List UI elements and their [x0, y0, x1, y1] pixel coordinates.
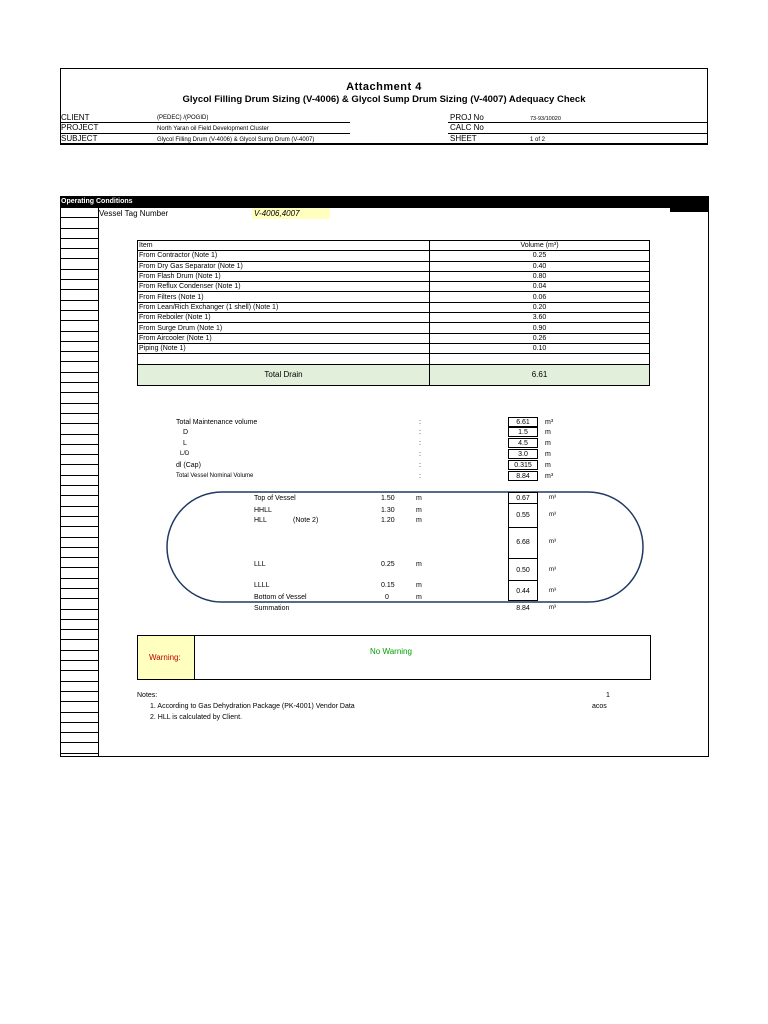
grid-row — [60, 321, 98, 331]
grid-row — [60, 517, 98, 527]
grid-row — [60, 476, 98, 486]
info-divider — [60, 122, 350, 123]
calc-unit: m — [545, 462, 551, 469]
info-divider — [60, 133, 350, 134]
row-grid — [60, 208, 99, 756]
table-row — [138, 313, 650, 323]
grid-row — [60, 239, 98, 249]
volume-unit: m³ — [549, 588, 556, 594]
drain-item: From Filters (Note 1) — [138, 292, 430, 302]
volume-value: 0.44 — [516, 588, 530, 595]
calc-sep: : — [419, 440, 421, 447]
notes-title: Notes: — [137, 692, 158, 699]
grid-row — [60, 352, 98, 362]
volume-unit: m³ — [549, 539, 556, 545]
note-2: 2. HLL is calculated by Client. — [150, 714, 242, 721]
grid-row — [60, 630, 98, 640]
vessel-outline-shape — [167, 492, 643, 602]
subject-value: Glycol Filling Drum (V-4006) & Glycol Sump Drum (V-4007) — [157, 137, 315, 143]
calc-value: 4.5 — [508, 438, 538, 448]
grid-row — [60, 455, 98, 465]
drain-volume: 3.60 — [430, 313, 650, 323]
table-row — [138, 302, 650, 312]
grid-row — [60, 579, 98, 589]
grid-row — [60, 589, 98, 599]
grid-row — [60, 558, 98, 568]
volume-value: 0.55 — [516, 512, 530, 519]
table-row — [138, 292, 650, 302]
grid-row — [60, 743, 98, 753]
grid-row — [60, 702, 98, 712]
volume-divider — [508, 580, 538, 581]
report-subtitle: Glycol Filling Drum Sizing (V-4006) & Glycol Sump Drum Sizing (V-4007) Adequacy Check — [182, 94, 586, 105]
drain-volume: 0.26 — [430, 333, 650, 343]
note-1: 1. According to Gas Dehydration Package (PK-4001) Vendor Data — [150, 703, 355, 710]
calc-sep: : — [419, 419, 421, 426]
drain-volume: 0.04 — [430, 282, 650, 292]
grid-row — [60, 599, 98, 609]
grid-row — [60, 527, 98, 537]
sheet-value: 1 of 2 — [530, 137, 546, 143]
grid-row — [60, 311, 98, 321]
empty-cell — [138, 354, 430, 364]
grid-row — [60, 507, 98, 517]
table-row — [138, 323, 650, 333]
drain-item: From Lean/Rich Exchanger (1 shell) (Note 1) — [138, 302, 430, 312]
drain-item: From Dry Gas Separator (Note 1) — [138, 261, 430, 271]
grid-row — [60, 362, 98, 372]
grid-row — [60, 486, 98, 496]
calc-value: 8.84 — [508, 471, 538, 481]
calc-unit: m — [545, 440, 551, 447]
total-drain-label: Total Drain — [138, 364, 430, 385]
level-unit: m — [416, 594, 422, 601]
grid-row — [60, 661, 98, 671]
calc-label: D — [183, 429, 189, 436]
drain-item: From Surge Drum (Note 1) — [138, 323, 430, 333]
warning-message: No Warning — [370, 647, 412, 656]
table-row — [138, 343, 650, 353]
calc-value: 1.5 — [508, 427, 538, 437]
calc-no-label: CALC No — [450, 123, 484, 132]
project-value: North Yaran oil Field Development Cluster — [157, 126, 269, 132]
info-divider — [60, 144, 708, 145]
attachment-title: Attachment 4 — [346, 81, 422, 93]
vessel-tag-label: Vessel Tag Number — [99, 209, 169, 218]
volume-unit: m³ — [549, 605, 556, 611]
level-label: HLL — [254, 517, 267, 524]
grid-row — [60, 414, 98, 424]
level-value: 0 — [385, 594, 389, 601]
vessel-tag-value: V-4006,4007 — [254, 209, 300, 218]
volume-divider — [508, 558, 538, 559]
grid-row — [60, 713, 98, 723]
grid-row — [60, 208, 98, 218]
level-label: Bottom of Vessel — [254, 594, 307, 601]
grid-row — [60, 383, 98, 393]
grid-row — [60, 651, 98, 661]
table-header-row — [138, 241, 650, 251]
grid-row — [60, 249, 98, 259]
calc-sep: : — [419, 462, 421, 469]
level-unit: m — [416, 517, 422, 524]
drain-volume: 0.10 — [430, 343, 650, 353]
proj-no-value: 73-93/10020 — [530, 116, 561, 122]
calc-label: Total Maintenance volume — [176, 419, 258, 426]
calc-value: 0.315 — [508, 460, 538, 470]
level-label: LLLL — [254, 582, 270, 589]
client-label: CLIENT — [61, 113, 90, 122]
total-drain-row — [138, 364, 650, 385]
calc-unit: m — [545, 429, 551, 436]
volume-unit: m³ — [549, 495, 556, 501]
calc-label: L — [183, 440, 187, 447]
grid-row — [60, 229, 98, 239]
drain-volume: 0.90 — [430, 323, 650, 333]
calc-sep: : — [419, 473, 421, 480]
volume-sum: 8.84 — [516, 605, 530, 612]
vessel-outline-diagram — [165, 488, 647, 606]
drain-volume-table — [137, 240, 650, 386]
grid-row — [60, 218, 98, 228]
volume-divider — [508, 527, 538, 528]
drain-item: From Flash Drum (Note 1) — [138, 271, 430, 281]
grid-row — [60, 373, 98, 383]
level-value: 1.20 — [381, 517, 395, 524]
section-title: Operating Conditions — [61, 198, 133, 205]
grid-row — [60, 733, 98, 743]
level-label: LLL — [254, 561, 266, 568]
grid-row — [60, 342, 98, 352]
grid-row — [60, 435, 98, 445]
grid-row — [60, 270, 98, 280]
level-unit: m — [416, 507, 422, 514]
grid-row — [60, 620, 98, 630]
sheet-label: SHEET — [450, 134, 477, 143]
grid-row — [60, 692, 98, 702]
grid-row — [60, 538, 98, 548]
grid-row — [60, 496, 98, 506]
table-row — [138, 261, 650, 271]
grid-row — [60, 640, 98, 650]
volume-unit: m³ — [549, 512, 556, 518]
grid-row — [60, 445, 98, 455]
grid-row — [60, 723, 98, 733]
grid-row — [60, 568, 98, 578]
calc-value: 3.0 — [508, 449, 538, 459]
client-value: (PEDEC) /(POGID) — [157, 115, 209, 121]
col-item-header: Item — [138, 241, 430, 251]
total-drain-value: 6.61 — [430, 364, 650, 385]
calc-label: L/D — [180, 451, 190, 457]
grid-row — [60, 671, 98, 681]
grid-row — [60, 404, 98, 414]
empty-cell — [430, 354, 650, 364]
table-row — [138, 333, 650, 343]
grid-row — [60, 424, 98, 434]
grid-row — [60, 465, 98, 475]
level-unit: m — [416, 561, 422, 568]
info-divider — [448, 133, 708, 134]
drain-item: Piping (Note 1) — [138, 343, 430, 353]
grid-row — [60, 301, 98, 311]
col-volume-header: Volume (m³) — [430, 241, 650, 251]
grid-row — [60, 548, 98, 558]
calc-label: dl (Cap) — [176, 462, 201, 469]
grid-row — [60, 259, 98, 269]
drain-volume: 0.06 — [430, 292, 650, 302]
warning-box — [137, 635, 651, 680]
drain-volume: 0.40 — [430, 261, 650, 271]
note-right-1: 1 — [606, 692, 610, 699]
drain-item: From Reboiler (Note 1) — [138, 313, 430, 323]
level-value: 1.30 — [381, 507, 395, 514]
level-value: 1.50 — [381, 495, 395, 502]
summation-label: Summation — [254, 605, 290, 612]
table-row — [138, 251, 650, 261]
drain-item: From Aircooler (Note 1) — [138, 333, 430, 343]
grid-row — [60, 393, 98, 403]
grid-row — [60, 332, 98, 342]
calc-sep: : — [419, 451, 421, 458]
drain-item: From Reflux Condenser (Note 1) — [138, 282, 430, 292]
grid-row — [60, 280, 98, 290]
calc-sep: : — [419, 429, 421, 436]
level-label: HHLL — [254, 507, 272, 514]
level-label: Top of Vessel — [254, 495, 296, 502]
level-note: (Note 2) — [293, 517, 319, 524]
table-spacer-row — [138, 354, 650, 364]
level-value: 0.15 — [381, 582, 395, 589]
table-row — [138, 271, 650, 281]
proj-no-label: PROJ No — [450, 113, 484, 122]
calc-unit: m — [545, 451, 551, 458]
volume-value: 6.68 — [516, 539, 530, 546]
subject-label: SUBJECT — [61, 134, 98, 143]
operating-conditions-bar — [60, 197, 709, 208]
level-value: 0.25 — [381, 561, 395, 568]
grid-row — [60, 290, 98, 300]
drain-volume: 0.20 — [430, 302, 650, 312]
level-unit: m — [416, 582, 422, 589]
drain-volume: 0.80 — [430, 271, 650, 281]
project-label: PROJECT — [61, 123, 99, 132]
volume-unit: m³ — [549, 567, 556, 573]
calc-label: Total Vessel Nominal Volume — [176, 473, 254, 479]
table-row — [138, 282, 650, 292]
drain-item: From Contractor (Note 1) — [138, 251, 430, 261]
calc-unit: m³ — [545, 473, 554, 480]
volume-value: 0.50 — [516, 567, 530, 574]
volume-value: 0.67 — [516, 495, 530, 502]
calc-value: 6.61 — [508, 417, 538, 427]
grid-row — [60, 610, 98, 620]
grid-row — [60, 682, 98, 692]
header-bar-tail — [670, 208, 709, 212]
calc-unit: m³ — [545, 419, 554, 426]
level-unit: m — [416, 495, 422, 502]
info-divider — [448, 122, 708, 123]
drain-volume: 0.25 — [430, 251, 650, 261]
warning-label: Warning: — [149, 653, 181, 662]
note-right-2: acos — [592, 703, 607, 710]
volume-divider — [508, 503, 538, 504]
